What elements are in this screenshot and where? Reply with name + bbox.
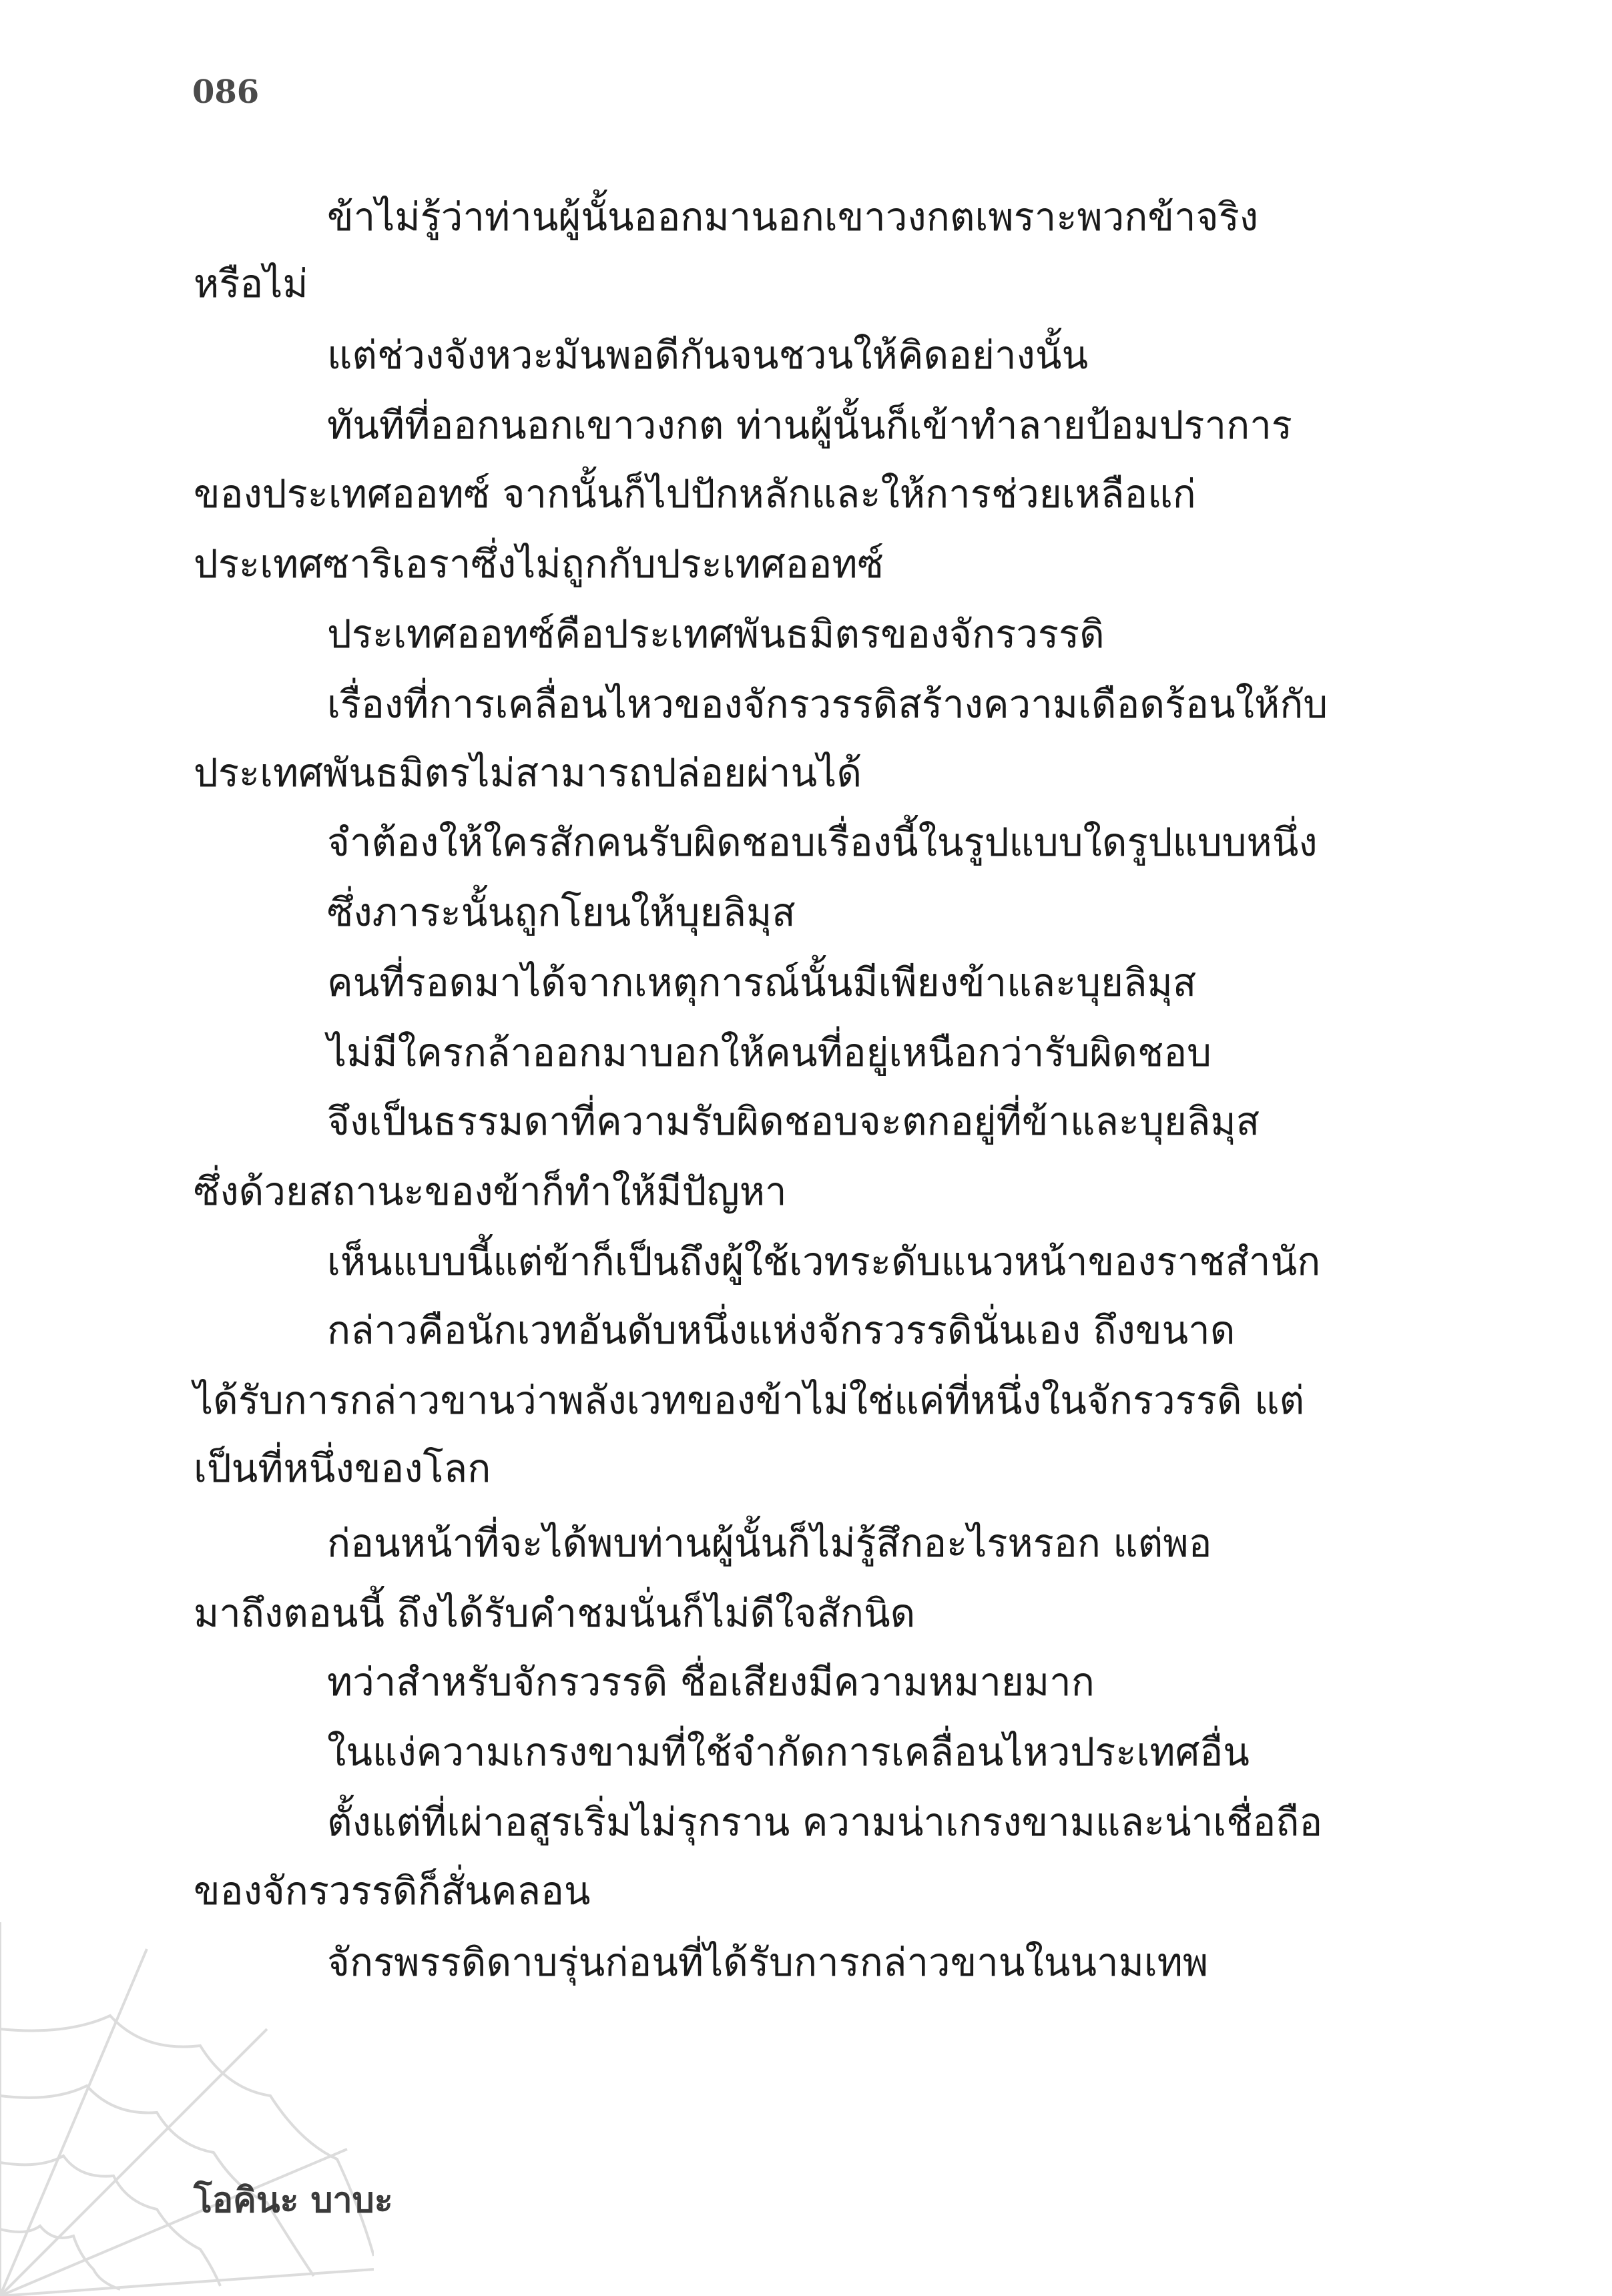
text-line: ประเทศพันธมิตรไม่สามารถปล่อยผ่านได้	[194, 750, 862, 796]
text-line: มาถึงตอนนี้ ถึงได้รับคำชมนั่นก็ไม่ดีใจสักนิด	[194, 1591, 916, 1636]
text-line: จำต้องให้ใครสักคนรับผิดชอบเรื่องนี้ในรูปแบบใดรูปแบบหนึ่ง	[327, 820, 1318, 865]
text-line: เป็นที่หนึ่งของโลก	[194, 1446, 491, 1491]
text-line: ซึ่งภาระนั้นถูกโยนให้บุยลิมุส	[327, 890, 796, 935]
text-line: ไม่มีใครกล้าออกมาบอกให้คนที่อยู่เหนือกว่ารับผิดชอบ	[327, 1030, 1212, 1075]
text-line: เห็นแบบนี้แต่ข้าก็เป็นถึงผู้ใช้เวทระดับแนวหน้าของราชสำนัก	[327, 1239, 1321, 1284]
text-line: ตั้งแต่ที่เผ่าอสูรเริ่มไม่รุกราน ความน่าเกรงขามและน่าเชื่อถือ	[327, 1799, 1323, 1845]
text-line: ทันทีที่ออกนอกเขาวงกต ท่านผู้นั้นก็เข้าทำลายป้อมปราการ	[327, 402, 1292, 448]
text-line: ข้าไม่รู้ว่าท่านผู้นั้นออกมานอกเขาวงกตเพราะพวกข้าจริง	[327, 194, 1259, 240]
text-line: แต่ช่วงจังหวะมันพอดีกันจนชวนให้คิดอย่างนั้น	[327, 332, 1089, 378]
text-line: หรือไม่	[194, 261, 308, 306]
spider-web-decoration	[0, 1922, 374, 2296]
text-line: ทว่าสำหรับจักรวรรดิ ชื่อเสียงมีความหมายมาก	[327, 1659, 1095, 1705]
text-line: จักรพรรดิดาบรุ่นก่อนที่ได้รับการกล่าวขานในนามเทพ	[327, 1940, 1209, 1985]
footer-author-title: โอคินะ บาบะ	[194, 2181, 393, 2221]
text-line: ซึ่งด้วยสถานะของข้าก็ทำให้มีปัญหา	[194, 1169, 787, 1214]
text-line: จึงเป็นธรรมดาที่ความรับผิดชอบจะตกอยู่ที่ข้าและบุยลิมุส	[327, 1099, 1260, 1144]
text-line: คนที่รอดมาได้จากเหตุการณ์นั้นมีเพียงข้าและบุยลิมุส	[327, 960, 1197, 1005]
text-line: ได้รับการกล่าวขานว่าพลังเวทของข้าไม่ใช่แค่ที่หนึ่งในจักรวรรดิ แต่	[194, 1378, 1305, 1423]
text-line: ก่อนหน้าที่จะได้พบท่านผู้นั้นก็ไม่รู้สึกอะไรหรอก แต่พอ	[327, 1520, 1212, 1566]
text-line: ของจักรวรรดิก็สั่นคลอน	[194, 1868, 591, 1914]
text-line: ในแง่ความเกรงขามที่ใช้จำกัดการเคลื่อนไหวประเทศอื่น	[327, 1729, 1250, 1775]
page-number: 086	[192, 73, 260, 111]
text-line: ประเทศออทซ์คือประเทศพันธมิตรของจักรวรรดิ	[327, 611, 1105, 657]
text-line: ประเทศซาริเอราซึ่งไม่ถูกกับประเทศออทซ์	[194, 541, 884, 587]
text-line: ของประเทศออทซ์ จากนั้นก็ไปปักหลักและให้การช่วยเหลือแก่	[194, 471, 1196, 517]
text-line: เรื่องที่การเคลื่อนไหวของจักรวรรดิสร้างความเดือดร้อนให้กับ	[327, 681, 1328, 727]
text-line: กล่าวคือนักเวทอันดับหนึ่งแห่งจักรวรรดินั่นเอง ถึงขนาด	[327, 1308, 1236, 1353]
